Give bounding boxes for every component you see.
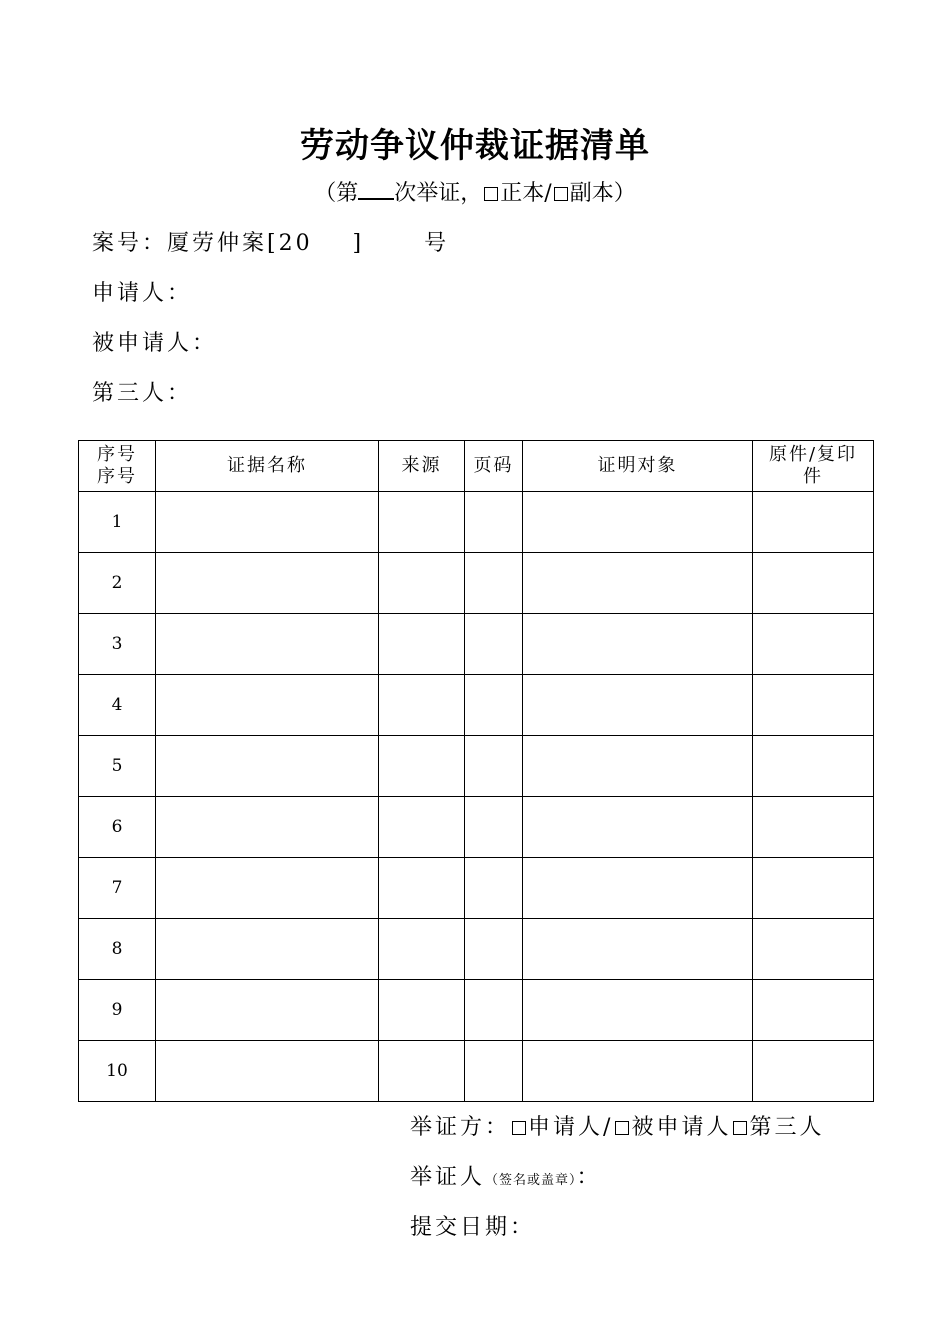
proof-object-cell[interactable] xyxy=(523,553,753,614)
page-cell[interactable] xyxy=(465,675,523,736)
table-row xyxy=(79,675,874,736)
source-cell[interactable] xyxy=(379,614,465,675)
row-number: 9 xyxy=(79,980,156,1041)
party-third-party-label: 第三人 xyxy=(749,1115,825,1140)
page-cell[interactable] xyxy=(465,492,523,553)
respondent-line: 被申请人： xyxy=(92,331,218,356)
party-applicant-label: 申请人/ xyxy=(528,1115,614,1140)
evidence-name-cell[interactable] xyxy=(156,675,379,736)
party-respondent-label: 被申请人 xyxy=(631,1115,732,1140)
prover-colon: ： xyxy=(576,1165,602,1190)
page-cell[interactable] xyxy=(465,919,523,980)
source-cell[interactable] xyxy=(379,919,465,980)
evidence-name-cell[interactable] xyxy=(156,797,379,858)
source-cell[interactable] xyxy=(379,736,465,797)
prover-signature-note: （签名或盖章） xyxy=(485,1173,577,1188)
row-number: 2 xyxy=(79,553,156,614)
original-checkbox[interactable] xyxy=(484,187,498,201)
table-row xyxy=(79,614,874,675)
page-cell[interactable] xyxy=(465,858,523,919)
form-title: 劳动争议仲裁证据清单 xyxy=(300,126,650,166)
page-cell[interactable] xyxy=(465,553,523,614)
applicant-line: 申请人： xyxy=(92,281,193,306)
table-row xyxy=(79,797,874,858)
evidence-name-cell[interactable] xyxy=(156,614,379,675)
source-cell[interactable] xyxy=(379,553,465,614)
original-copy-cell[interactable] xyxy=(753,736,874,797)
subtitle-mid: 次举证， xyxy=(394,181,483,206)
original-copy-cell[interactable] xyxy=(753,614,874,675)
evidence-name-cell[interactable] xyxy=(156,553,379,614)
table-row xyxy=(79,1041,874,1102)
original-copy-cell[interactable] xyxy=(753,919,874,980)
table-row xyxy=(79,492,874,553)
form-subtitle xyxy=(0,176,950,207)
submission-count-blank[interactable] xyxy=(358,180,394,200)
original-copy-cell[interactable] xyxy=(753,858,874,919)
header-source: 来源 xyxy=(379,441,465,492)
proof-object-cell[interactable] xyxy=(523,919,753,980)
source-cell[interactable] xyxy=(379,492,465,553)
row-number: 6 xyxy=(79,797,156,858)
row-number: 8 xyxy=(79,919,156,980)
header-page: 页码 xyxy=(465,441,523,492)
evidence-name-cell[interactable] xyxy=(156,919,379,980)
party-third-party-checkbox[interactable] xyxy=(733,1121,747,1135)
source-cell[interactable] xyxy=(379,980,465,1041)
source-cell[interactable] xyxy=(379,1041,465,1102)
header-original-copy: 原件/复印件 xyxy=(753,441,874,492)
proof-object-cell[interactable] xyxy=(523,736,753,797)
evidence-name-cell[interactable] xyxy=(156,736,379,797)
subtitle-original-label: 正本/ xyxy=(500,181,552,206)
row-number: 7 xyxy=(79,858,156,919)
proof-object-cell[interactable] xyxy=(523,614,753,675)
original-copy-cell[interactable] xyxy=(753,553,874,614)
proof-object-cell[interactable] xyxy=(523,492,753,553)
evidence-party-label: 举证方： xyxy=(410,1115,511,1140)
evidence-name-cell[interactable] xyxy=(156,1041,379,1102)
source-cell[interactable] xyxy=(379,858,465,919)
original-copy-cell[interactable] xyxy=(753,492,874,553)
row-number: 10 xyxy=(79,1041,156,1102)
row-number: 3 xyxy=(79,614,156,675)
row-number: 5 xyxy=(79,736,156,797)
table-header-row xyxy=(79,441,874,492)
row-number: 1 xyxy=(79,492,156,553)
source-cell[interactable] xyxy=(379,675,465,736)
page-cell[interactable] xyxy=(465,736,523,797)
subtitle-copy-label: 副本） xyxy=(569,181,636,206)
evidence-table xyxy=(78,440,874,1102)
proof-object-cell[interactable] xyxy=(523,1041,753,1102)
original-copy-cell[interactable] xyxy=(753,797,874,858)
evidence-name-cell[interactable] xyxy=(156,980,379,1041)
page-cell[interactable] xyxy=(465,1041,523,1102)
page-cell[interactable] xyxy=(465,980,523,1041)
row-number: 4 xyxy=(79,675,156,736)
evidence-name-cell[interactable] xyxy=(156,858,379,919)
third-party-line: 第三人： xyxy=(92,381,193,406)
table-row xyxy=(79,736,874,797)
source-cell[interactable] xyxy=(379,797,465,858)
proof-object-cell[interactable] xyxy=(523,858,753,919)
proof-object-cell[interactable] xyxy=(523,675,753,736)
original-copy-cell[interactable] xyxy=(753,675,874,736)
table-row xyxy=(79,919,874,980)
header-serial: 序号序号 xyxy=(79,441,156,492)
header-evidence-name: 证据名称 xyxy=(156,441,379,492)
evidence-party-line xyxy=(410,1110,824,1141)
original-copy-cell[interactable] xyxy=(753,1041,874,1102)
page-cell[interactable] xyxy=(465,614,523,675)
evidence-name-cell[interactable] xyxy=(156,492,379,553)
prover-line xyxy=(410,1160,602,1191)
header-proof-object: 证明对象 xyxy=(523,441,753,492)
prover-label: 举证人 xyxy=(410,1165,486,1190)
party-respondent-checkbox[interactable] xyxy=(615,1121,629,1135)
party-applicant-checkbox[interactable] xyxy=(512,1121,526,1135)
table-row xyxy=(79,980,874,1041)
case-number-line: 案号：厦劳仲案[20 ] 号 xyxy=(92,231,450,256)
copy-checkbox[interactable] xyxy=(554,187,568,201)
table-row xyxy=(79,858,874,919)
table-row xyxy=(79,553,874,614)
proof-object-cell[interactable] xyxy=(523,797,753,858)
proof-object-cell[interactable] xyxy=(523,980,753,1041)
page-cell[interactable] xyxy=(465,797,523,858)
submission-date-line: 提交日期： xyxy=(410,1215,536,1240)
original-copy-cell[interactable] xyxy=(753,980,874,1041)
subtitle-open: （第 xyxy=(314,181,359,206)
